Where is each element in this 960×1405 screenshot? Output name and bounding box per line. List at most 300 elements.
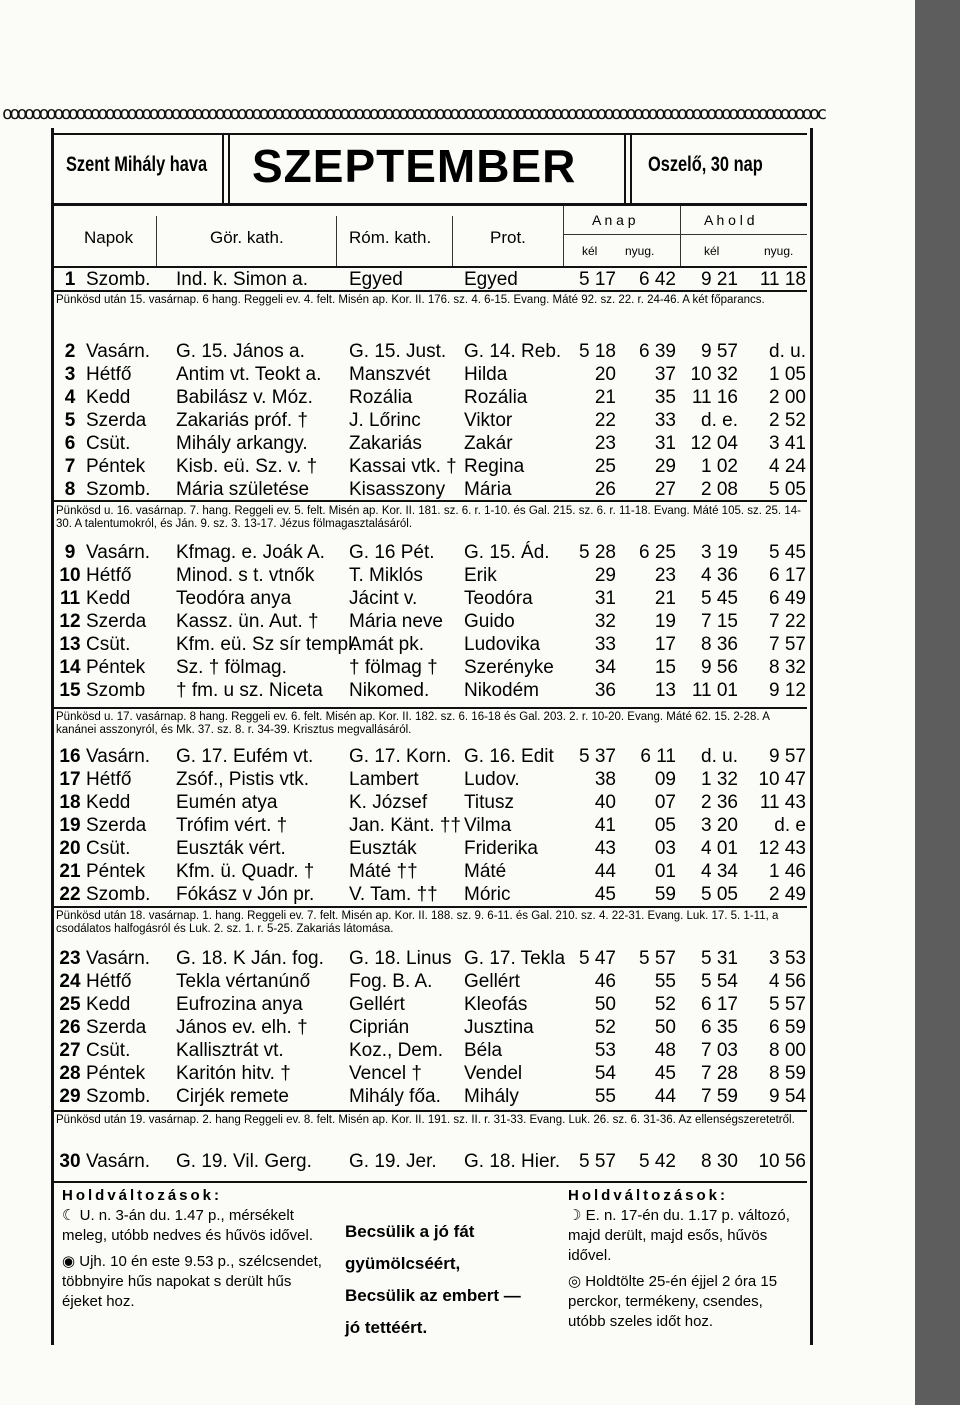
day-cell-8: 6 49 bbox=[769, 588, 806, 609]
week-note-3: Pünkösd u. 17. vasárnap. 8 hang. Reggeli ev. 6. felt. Misén ap. Kor. II. 182. sz. 6. 16-18 és Gal. 203. 2. r. 10-20. Evang. Máté 62. 15. 2-28. A kanánei asszonyról, és Mk. 37. sz. 8. r. 34-39. Krisztus megvallásáról. bbox=[56, 711, 770, 736]
day-cell-6: 29 bbox=[654, 456, 676, 477]
moon-phases-right bbox=[568, 1186, 800, 1332]
day-cell-2: Tekla vértanúnő bbox=[176, 971, 311, 992]
day-cell-5: 52 bbox=[594, 1017, 616, 1038]
day-cell-4: Béla bbox=[464, 1040, 503, 1061]
day-cell-8: 9 57 bbox=[769, 746, 806, 767]
day-cell-6: 37 bbox=[654, 364, 676, 385]
day-cell-7: 4 01 bbox=[701, 838, 738, 859]
day-cell-3: Euszták bbox=[349, 838, 417, 859]
day-row bbox=[56, 745, 810, 768]
day-cell-2: Fókász v Jón pr. bbox=[176, 884, 315, 905]
day-cell-3: Rozália bbox=[349, 387, 413, 408]
day-cell-4: G. 16. Edit bbox=[464, 746, 554, 767]
day-cell-0: 4 bbox=[64, 387, 76, 408]
day-cell-1: Csüt. bbox=[86, 838, 131, 859]
month-title: SZEPTEMBER bbox=[252, 140, 577, 192]
day-cell-4: Mária bbox=[464, 479, 512, 500]
day-cell-8: 1 05 bbox=[769, 364, 806, 385]
day-cell-3: Egyed bbox=[349, 269, 403, 290]
day-cell-1: Csüt. bbox=[86, 634, 131, 655]
day-cell-0: 7 bbox=[64, 456, 76, 477]
day-row bbox=[56, 541, 810, 564]
day-row bbox=[56, 883, 810, 906]
day-cell-7: 9 57 bbox=[701, 341, 738, 362]
day-cell-5: 31 bbox=[594, 588, 616, 609]
day-cell-0: 25 bbox=[59, 994, 81, 1015]
day-cell-2: G. 15. János a. bbox=[176, 341, 305, 362]
col-prot: Prot. bbox=[490, 228, 526, 247]
day-row bbox=[56, 1150, 810, 1173]
day-cell-1: Kedd bbox=[86, 387, 131, 408]
day-cell-7: 8 36 bbox=[701, 634, 738, 655]
day-cell-8: 9 12 bbox=[769, 680, 806, 701]
day-cell-7: 5 54 bbox=[701, 971, 738, 992]
day-cell-8: 7 57 bbox=[769, 634, 806, 655]
day-cell-6: 09 bbox=[654, 769, 676, 790]
day-cell-7: 3 19 bbox=[701, 542, 738, 563]
day-cell-6: 07 bbox=[654, 792, 676, 813]
day-cell-3: T. Miklós bbox=[349, 565, 423, 586]
day-cell-1: Vasárn. bbox=[86, 1151, 151, 1172]
day-cell-7: 8 30 bbox=[701, 1151, 738, 1172]
day-cell-8: 4 56 bbox=[769, 971, 806, 992]
day-cell-1: Szerda bbox=[86, 611, 147, 632]
day-cell-2: Kfm. ü. Quadr. † bbox=[176, 861, 315, 882]
day-row bbox=[56, 455, 810, 478]
day-cell-2: Babilász v. Móz. bbox=[176, 387, 313, 408]
day-cell-1: Kedd bbox=[86, 588, 131, 609]
col-rom: Róm. kath. bbox=[349, 228, 432, 247]
day-cell-4: Máté bbox=[464, 861, 507, 882]
day-cell-5: 41 bbox=[594, 815, 616, 836]
day-row bbox=[56, 432, 810, 455]
day-cell-1: Szerda bbox=[86, 1017, 147, 1038]
day-cell-2: Eufrozina anya bbox=[176, 994, 303, 1015]
day-cell-8: 5 05 bbox=[769, 479, 806, 500]
day-cell-0: 19 bbox=[59, 815, 81, 836]
day-cell-2: Mária születése bbox=[176, 479, 310, 500]
day-cell-6: 05 bbox=[654, 815, 676, 836]
day-cell-3: Mária neve bbox=[349, 611, 443, 632]
day-cell-2: Zsóf., Pistis vtk. bbox=[176, 769, 310, 790]
day-cell-1: Péntek bbox=[86, 456, 146, 477]
day-cell-7: d. u. bbox=[701, 746, 738, 767]
day-cell-1: Péntek bbox=[86, 1063, 146, 1084]
day-row bbox=[56, 947, 810, 970]
day-cell-4: Zakár bbox=[464, 433, 513, 454]
day-cell-4: Rozália bbox=[464, 387, 528, 408]
proverb-line-1: Becsülik a jó fát bbox=[345, 1222, 475, 1241]
day-row bbox=[56, 679, 810, 702]
day-cell-8: 6 17 bbox=[769, 565, 806, 586]
day-cell-0: 21 bbox=[59, 861, 81, 882]
day-cell-1: Csüt. bbox=[86, 433, 131, 454]
col-kel2: kél bbox=[704, 244, 720, 258]
day-cell-0: 1 bbox=[64, 269, 76, 290]
day-cell-3: Amát pk. bbox=[349, 634, 424, 655]
day-cell-7: 2 08 bbox=[701, 479, 738, 500]
day-cell-0: 9 bbox=[64, 542, 76, 563]
day-cell-8: 5 57 bbox=[769, 994, 806, 1015]
day-cell-0: 15 bbox=[59, 680, 81, 701]
day-row bbox=[56, 340, 810, 363]
day-cell-0: 30 bbox=[59, 1151, 81, 1172]
day-cell-8: 11 18 bbox=[759, 269, 806, 290]
day-cell-3: J. Lőrinc bbox=[349, 410, 421, 431]
month-header bbox=[52, 133, 807, 206]
day-cell-5: 34 bbox=[594, 657, 616, 678]
day-cell-5: 25 bbox=[594, 456, 616, 477]
day-cell-8: 3 53 bbox=[769, 948, 806, 969]
day-cell-1: Kedd bbox=[86, 792, 131, 813]
day-cell-1: Péntek bbox=[86, 861, 146, 882]
day-cell-2: G. 17. Eufém vt. bbox=[176, 746, 314, 767]
day-cell-8: 10 47 bbox=[758, 769, 806, 790]
day-cell-7: d. e. bbox=[701, 410, 738, 431]
day-cell-2: Zakariás próf. † bbox=[176, 410, 308, 431]
day-cell-4: Jusztina bbox=[464, 1017, 534, 1038]
day-cell-8: 2 49 bbox=[769, 884, 806, 905]
day-row bbox=[56, 633, 810, 656]
day-cell-8: 2 00 bbox=[769, 387, 806, 408]
proverb-line-3: Becsülik az embert — bbox=[345, 1286, 521, 1305]
day-cell-5: 55 bbox=[594, 1086, 616, 1107]
day-cell-3: Kassai vtk. † bbox=[349, 456, 457, 477]
day-cell-0: 13 bbox=[59, 634, 81, 655]
column-header bbox=[52, 206, 807, 268]
day-cell-7: 5 05 bbox=[701, 884, 738, 905]
week-note-1: Pünkösd után 15. vasárnap. 6 hang. Reggeli ev. 4. felt. Misén ap. Kor. II. 176. sz. 4. 6-15. Evang. Máté 92. sz. 22. r. 24-46. A két főparancs. bbox=[56, 294, 765, 306]
day-cell-5: 44 bbox=[594, 861, 616, 882]
day-cell-6: 44 bbox=[654, 1086, 676, 1107]
day-cell-0: 29 bbox=[59, 1086, 81, 1107]
day-cell-3: Zakariás bbox=[349, 433, 422, 454]
week-note-2: Pünkösd u. 16. vasárnap. 7. hang. Reggeli ev. 5. felt. Misén ap. Kor. II. 181. sz. 6. r. 1-10. és Gal. 215. sz. 6. r. 11-18. Evang. Máté 105. sz. 25. 14-30. A talentumokról, és Ján. 9. sz. 3. 13-17. Jézus fölmagasztalásáról. bbox=[56, 505, 801, 530]
day-cell-2: Ind. k. Simon a. bbox=[176, 269, 309, 290]
day-row bbox=[56, 1062, 810, 1085]
proverb bbox=[345, 1216, 545, 1344]
day-cell-1: Hétfő bbox=[86, 565, 132, 586]
col-napok: Napok bbox=[84, 228, 134, 247]
day-cell-3: Koz., Dem. bbox=[349, 1040, 443, 1061]
day-cell-4: G. 18. Hier. bbox=[464, 1151, 561, 1172]
day-cell-2: Kallisztrát vt. bbox=[176, 1040, 284, 1061]
moon-phases-left-title: Holdváltozások: bbox=[62, 1187, 223, 1204]
day-cell-4: Viktor bbox=[464, 410, 513, 431]
day-cell-6: 55 bbox=[654, 971, 676, 992]
moon-phase-4: ◎ Holdtölte 25-én éjjel 2 óra 15 perckor, termékeny, csendes, utóbb szeles időt hoz. bbox=[568, 1273, 778, 1330]
day-cell-8: 8 59 bbox=[769, 1063, 806, 1084]
day-cell-6: 17 bbox=[654, 634, 676, 655]
day-cell-5: 33 bbox=[594, 634, 616, 655]
day-cell-6: 15 bbox=[654, 657, 676, 678]
day-cell-6: 59 bbox=[654, 884, 676, 905]
day-cell-3: Lambert bbox=[349, 769, 419, 790]
col-nyug1: nyug. bbox=[625, 244, 655, 258]
day-cell-5: 53 bbox=[594, 1040, 616, 1061]
day-row bbox=[56, 860, 810, 883]
day-cell-7: 9 56 bbox=[701, 657, 738, 678]
day-cell-6: 27 bbox=[654, 479, 676, 500]
day-row bbox=[56, 1016, 810, 1039]
day-cell-6: 01 bbox=[654, 861, 676, 882]
col-gor: Gör. kath. bbox=[210, 228, 284, 247]
day-cell-0: 12 bbox=[59, 611, 81, 632]
day-cell-0: 27 bbox=[59, 1040, 81, 1061]
day-cell-6: 35 bbox=[654, 387, 676, 408]
day-cell-0: 2 bbox=[64, 341, 76, 362]
day-cell-7: 2 36 bbox=[701, 792, 738, 813]
day-cell-1: Kedd bbox=[86, 994, 131, 1015]
col-kel1: kél bbox=[582, 244, 598, 258]
day-cell-4: Friderika bbox=[464, 838, 538, 859]
moon-phases-left bbox=[62, 1186, 322, 1312]
day-cell-7: 11 01 bbox=[691, 680, 738, 701]
day-cell-2: Trófim vért. † bbox=[176, 815, 288, 836]
day-row bbox=[56, 970, 810, 993]
moon-phase-2: ◉ Ujh. 10 én este 9.53 p., szélcsendet, többnyire hűs napokat s derült hűs éjeket hoz. bbox=[62, 1253, 322, 1310]
day-row bbox=[56, 768, 810, 791]
day-cell-8: d. e bbox=[774, 815, 806, 836]
day-cell-7: 1 02 bbox=[701, 456, 738, 477]
day-cell-7: 11 16 bbox=[691, 387, 738, 408]
day-cell-3: G. 19. Jer. bbox=[349, 1151, 437, 1172]
day-cell-4: Regina bbox=[464, 456, 525, 477]
day-cell-7: 12 04 bbox=[690, 433, 738, 454]
day-cell-0: 23 bbox=[59, 948, 81, 969]
col-nyug2: nyug. bbox=[764, 244, 794, 258]
day-cell-4: G. 15. Ád. bbox=[464, 542, 550, 563]
day-cell-4: Guido bbox=[464, 611, 515, 632]
day-row bbox=[56, 587, 810, 610]
day-cell-1: Szerda bbox=[86, 815, 147, 836]
day-cell-6: 6 42 bbox=[639, 269, 676, 290]
day-cell-5: 46 bbox=[594, 971, 616, 992]
day-cell-5: 40 bbox=[594, 792, 616, 813]
day-cell-1: Vasárn. bbox=[86, 746, 151, 767]
day-cell-2: Kfm. eü. Sz sír templ. bbox=[176, 634, 358, 655]
day-cell-2: G. 19. Vil. Gerg. bbox=[176, 1151, 312, 1172]
day-row bbox=[56, 363, 810, 386]
day-cell-4: Vilma bbox=[464, 815, 512, 836]
day-cell-2: Cirjék remete bbox=[176, 1086, 289, 1107]
day-cell-2: János ev. elh. † bbox=[176, 1017, 308, 1038]
day-cell-2: Kisb. eü. Sz. v. † bbox=[176, 456, 318, 477]
col-hold: A h o l d bbox=[704, 212, 755, 228]
day-cell-3: Vencel † bbox=[349, 1063, 422, 1084]
day-row bbox=[56, 814, 810, 837]
day-cell-6: 6 25 bbox=[639, 542, 676, 563]
day-cell-1: Péntek bbox=[86, 657, 146, 678]
day-cell-2: Kassz. ün. Aut. † bbox=[176, 611, 319, 632]
day-cell-7: 7 59 bbox=[701, 1086, 738, 1107]
day-cell-8: 6 59 bbox=[769, 1017, 806, 1038]
day-cell-1: Hétfő bbox=[86, 364, 132, 385]
moon-phases-right-title: Holdváltozások: bbox=[568, 1187, 729, 1204]
day-cell-4: Titusz bbox=[464, 792, 514, 813]
day-cell-3: K. József bbox=[349, 792, 428, 813]
day-cell-6: 13 bbox=[654, 680, 676, 701]
day-cell-0: 8 bbox=[64, 479, 76, 500]
day-cell-4: Egyed bbox=[464, 269, 518, 290]
day-cell-3: G. 15. Just. bbox=[349, 341, 447, 362]
day-cell-8: 9 54 bbox=[769, 1086, 806, 1107]
day-cell-5: 5 37 bbox=[579, 746, 616, 767]
day-cell-0: 6 bbox=[64, 433, 76, 454]
day-cell-1: Szomb. bbox=[86, 884, 151, 905]
day-cell-2: † fm. u sz. Niceta bbox=[176, 680, 323, 701]
day-cell-2: Antim vt. Teokt a. bbox=[176, 364, 322, 385]
day-cell-3: Máté †† bbox=[349, 861, 418, 882]
day-cell-5: 45 bbox=[594, 884, 616, 905]
day-cell-7: 4 36 bbox=[701, 565, 738, 586]
day-cell-7: 6 17 bbox=[701, 994, 738, 1015]
day-cell-4: Hilda bbox=[464, 364, 508, 385]
day-cell-1: Szomb. bbox=[86, 479, 151, 500]
day-cell-8: 1 46 bbox=[769, 861, 806, 882]
day-cell-0: 20 bbox=[59, 838, 81, 859]
day-cell-2: Sz. † fölmag. bbox=[176, 657, 287, 678]
day-cell-7: 10 32 bbox=[690, 364, 738, 385]
week-note-5: Pünkösd után 19. vasárnap. 2. hang Reggeli ev. 8. felt. Misén ap. Kor. II. 191. sz. II. r. 31-33. Evang. Luk. 26. sz. 6. 31-36. Az ellenségszeretetről. bbox=[56, 1114, 795, 1126]
day-cell-3: Mihály főa. bbox=[349, 1086, 441, 1107]
day-cell-4: Teodóra bbox=[464, 588, 533, 609]
day-cell-3: G. 17. Korn. bbox=[349, 746, 452, 767]
day-cell-2: Kfmag. e. Joák A. bbox=[176, 542, 325, 563]
day-cell-1: Csüt. bbox=[86, 1040, 131, 1061]
day-row bbox=[56, 409, 810, 432]
day-row bbox=[56, 993, 810, 1016]
day-row bbox=[56, 791, 810, 814]
day-cell-0: 28 bbox=[59, 1063, 81, 1084]
day-cell-2: Minod. s t. vtnők bbox=[176, 565, 315, 586]
day-row bbox=[56, 386, 810, 409]
day-cell-1: Hétfő bbox=[86, 769, 132, 790]
day-cell-5: 54 bbox=[594, 1063, 616, 1084]
day-cell-3: Gellért bbox=[349, 994, 405, 1015]
day-cell-3: G. 18. Linus bbox=[349, 948, 452, 969]
day-row bbox=[56, 837, 810, 860]
day-cell-0: 5 bbox=[64, 410, 76, 431]
decorative-border: oooooooooooooooooooooooooooooooooooooooooooooooooooooooooooooooooooooooooooooooooooooooooooooooooooooooooooooooc bbox=[2, 104, 824, 124]
day-cell-5: 5 28 bbox=[579, 542, 616, 563]
day-cell-2: G. 18. K Ján. fog. bbox=[176, 948, 324, 969]
day-cell-1: Szomb. bbox=[86, 1086, 151, 1107]
day-cell-5: 5 47 bbox=[579, 948, 616, 969]
day-cell-8: 8 32 bbox=[769, 657, 806, 678]
day-cell-5: 5 17 bbox=[579, 269, 616, 290]
day-cell-7: 7 15 bbox=[701, 611, 738, 632]
day-cell-3: † fölmag † bbox=[349, 657, 438, 678]
day-cell-3: Fog. B. A. bbox=[349, 971, 433, 992]
day-cell-8: 7 22 bbox=[769, 611, 806, 632]
day-cell-5: 32 bbox=[594, 611, 616, 632]
day-cell-6: 5 42 bbox=[639, 1151, 676, 1172]
day-cell-2: Eumén atya bbox=[176, 792, 278, 813]
day-cell-5: 38 bbox=[594, 769, 616, 790]
moon-phase-1: ☾ U. n. 3-án du. 1.47 p., mérsékelt meleg, utóbb nedves és hűvös idővel. bbox=[62, 1207, 313, 1244]
day-cell-3: Manszvét bbox=[349, 364, 431, 385]
day-cell-3: Jácint v. bbox=[349, 588, 418, 609]
day-cell-3: V. Tam. †† bbox=[349, 884, 438, 905]
day-cell-3: Nikomed. bbox=[349, 680, 430, 701]
week-note-4: Pünkösd után 18. vasárnap. 1. hang. Reggeli ev. 7. felt. Misén ap. Kor. II. 188. sz. 9. 6-11. és Gal. 210. sz. 4. 22-31. Evang. Luk. 17. 5. 1-11, a csodálatos halfogásról és Luk. 2. sz. 1. r. 5-25. Zakariás látomása. bbox=[56, 910, 779, 935]
day-cell-7: 5 45 bbox=[701, 588, 738, 609]
day-cell-8: 4 24 bbox=[769, 456, 806, 477]
day-cell-8: 8 00 bbox=[769, 1040, 806, 1061]
day-cell-7: 3 20 bbox=[701, 815, 738, 836]
day-cell-7: 9 21 bbox=[701, 269, 738, 290]
day-cell-7: 7 03 bbox=[701, 1040, 738, 1061]
day-cell-6: 50 bbox=[654, 1017, 676, 1038]
day-cell-0: 26 bbox=[59, 1017, 81, 1038]
day-cell-0: 3 bbox=[64, 364, 76, 385]
day-cell-5: 5 57 bbox=[579, 1151, 616, 1172]
day-cell-0: 22 bbox=[59, 884, 81, 905]
day-cell-3: Kisasszony bbox=[349, 479, 446, 500]
proverb-line-2: gyümölcséért, bbox=[345, 1254, 461, 1273]
day-cell-6: 31 bbox=[654, 433, 676, 454]
day-cell-1: Vasárn. bbox=[86, 542, 151, 563]
day-cell-5: 5 18 bbox=[579, 341, 616, 362]
day-cell-1: Szomb. bbox=[86, 269, 151, 290]
header-right: Oszelő, 30 nap bbox=[648, 153, 763, 176]
day-cell-0: 18 bbox=[59, 792, 81, 813]
day-cell-4: Móric bbox=[464, 884, 511, 905]
day-cell-7: 4 34 bbox=[701, 861, 738, 882]
day-cell-0: 16 bbox=[59, 746, 81, 767]
day-cell-6: 33 bbox=[654, 410, 676, 431]
day-cell-4: G. 17. Tekla bbox=[464, 948, 566, 969]
day-cell-6: 5 57 bbox=[639, 948, 676, 969]
day-cell-6: 45 bbox=[654, 1063, 676, 1084]
day-cell-6: 21 bbox=[654, 588, 676, 609]
day-cell-4: Kleofás bbox=[464, 994, 528, 1015]
day-cell-0: 11 bbox=[59, 588, 81, 609]
day-cell-7: 1 32 bbox=[701, 769, 738, 790]
proverb-line-4: jó tettéért. bbox=[345, 1318, 428, 1337]
day-cell-2: Teodóra anya bbox=[176, 588, 292, 609]
day-cell-8: 3 41 bbox=[769, 433, 806, 454]
day-cell-8: 5 45 bbox=[769, 542, 806, 563]
day-cell-5: 29 bbox=[594, 565, 616, 586]
day-cell-0: 17 bbox=[59, 769, 81, 790]
day-cell-0: 24 bbox=[59, 971, 81, 992]
day-row bbox=[56, 610, 810, 633]
day-cell-4: Vendel bbox=[464, 1063, 523, 1084]
day-cell-4: Gellért bbox=[464, 971, 520, 992]
day-cell-0: 14 bbox=[59, 657, 81, 678]
day-cell-0: 10 bbox=[59, 565, 81, 586]
day-cell-5: 36 bbox=[594, 680, 616, 701]
day-cell-3: Jan. Känt. †† bbox=[349, 815, 461, 836]
day-cell-5: 26 bbox=[594, 479, 616, 500]
day-cell-1: Hétfő bbox=[86, 971, 132, 992]
day-cell-6: 03 bbox=[654, 838, 676, 859]
day-cell-5: 22 bbox=[594, 410, 616, 431]
day-cell-4: Mihály bbox=[464, 1086, 519, 1107]
day-cell-7: 6 35 bbox=[701, 1017, 738, 1038]
day-row bbox=[56, 1085, 810, 1108]
day-cell-4: G. 14. Reb. bbox=[464, 341, 562, 362]
day-cell-8: 10 56 bbox=[758, 1151, 806, 1172]
day-cell-4: Erik bbox=[464, 565, 497, 586]
day-cell-7: 5 31 bbox=[701, 948, 738, 969]
day-cell-6: 19 bbox=[654, 611, 676, 632]
day-cell-8: d. u. bbox=[769, 341, 806, 362]
day-cell-1: Szerda bbox=[86, 410, 147, 431]
